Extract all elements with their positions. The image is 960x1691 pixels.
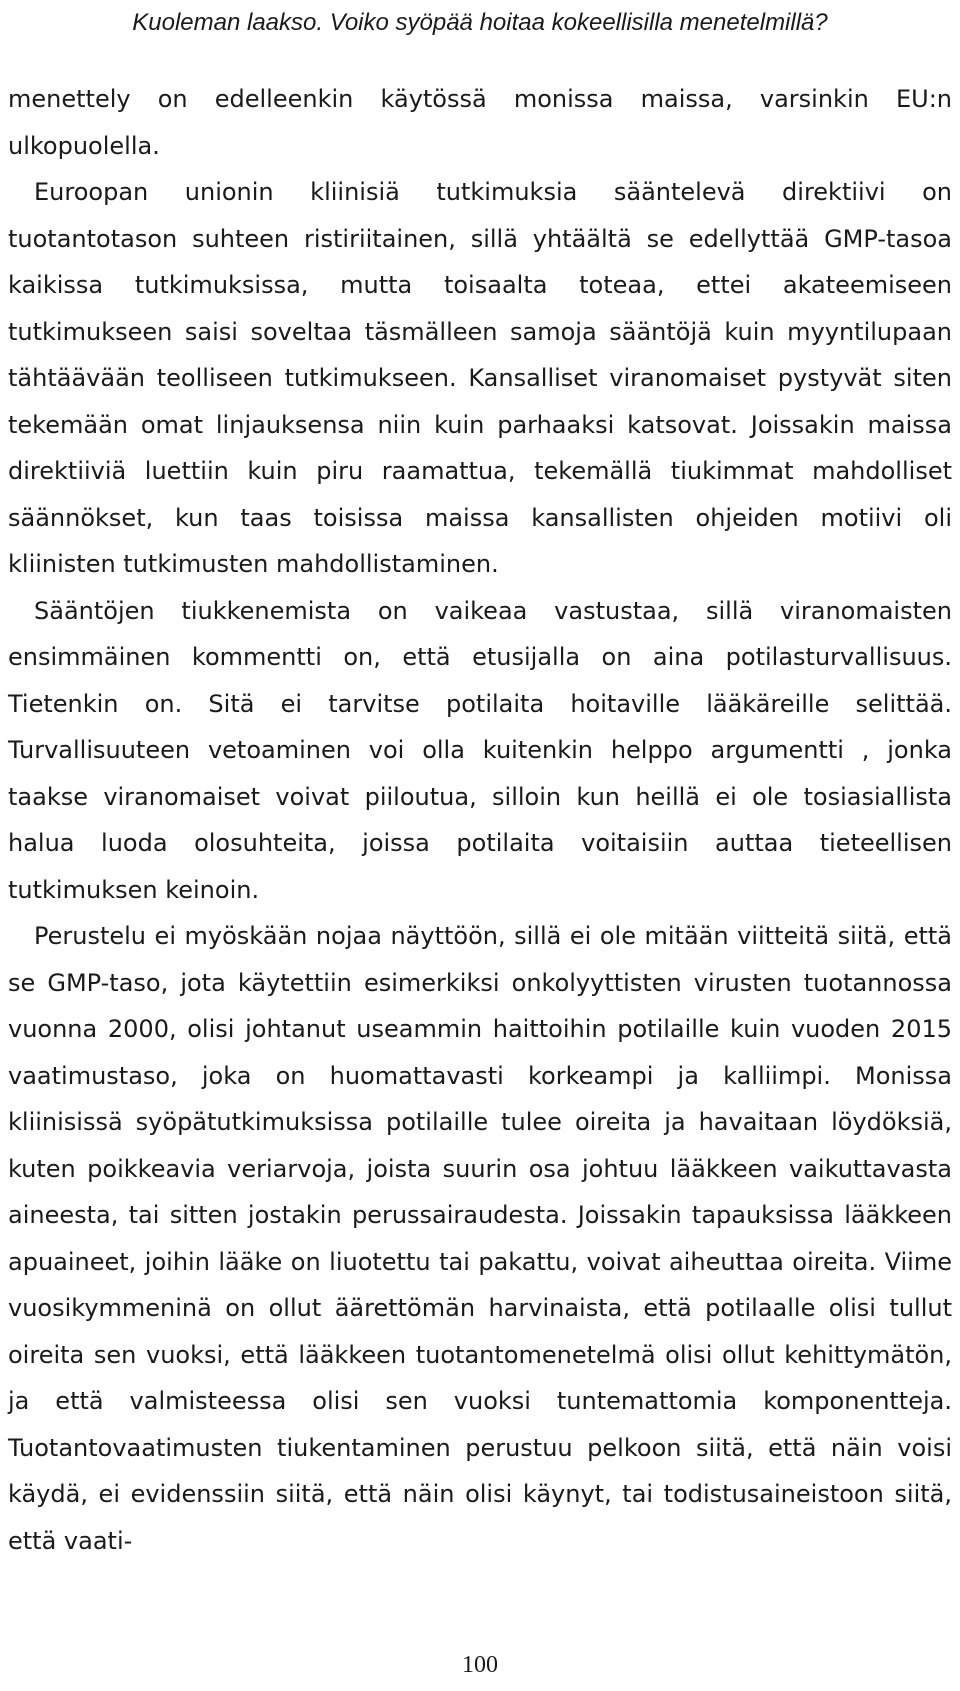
page-number: 100	[462, 1652, 498, 1678]
running-header-title: Kuoleman laakso. Voiko syöpää hoitaa kokeellisilla menetelmillä?	[132, 9, 828, 36]
body-text	[8, 76, 952, 1564]
paragraph-patient-safety: Sääntöjen tiukkenemista on vaikeaa vastustaa, sillä viranomaisten ensimmäinen kommentti on, että etusijalla on aina potilasturvallisuus. Tietenkin on. Sitä ei tarvitse potilaita hoitaville lääkäreille selittää. Turvallisuuteen vetoaminen voi olla kuitenkin helppo argumentti , jonka taakse viranomaiset voivat piiloutua, silloin kun heillä ei ole tosiasiallista halua luoda olosuhteita, joissa potilaita voitaisiin auttaa tieteellisen tutkimuksen keinoin.	[8, 596, 952, 904]
paragraph-eu-directive: Euroopan unionin kliinisiä tutkimuksia sääntelevä direktiivi on tuotantotason suhteen ristiriitainen, sillä yhtäältä se edellyttää GMP-tasoa kaikissa tutkimuksissa, mutta toisaalta toteaa, ettei akateemiseen tutkimukseen saisi soveltaa täsmälleen samoja sääntöjä kuin myyntilupaan tähtäävään teolliseen tutkimukseen. Kansalliset viranomaiset pystyvät siten tekemään omat linjauksensa niin kuin parhaaksi katsovat. Joissakin maissa direktiiviä luettiin kuin piru raamattua, tekemällä tiukimmat mahdolliset säännökset, kun taas toisissa maissa kansallisten ohjeiden motiivi oli kliinisten tutkimusten mahdollistaminen.	[8, 178, 952, 578]
paragraph-continuation: menettely on edelleenkin käytössä monissa maissa, varsinkin EU:n ulkopuolella.	[8, 85, 952, 160]
paragraph-evidence: Perustelu ei myöskään nojaa näyttöön, sillä ei ole mitään viitteitä siitä, että se GMP-taso, jota käytettiin esimerkiksi onkolyyttisten virusten tuotannossa vuonna 2000, olisi johtanut useammin haittoihin potilaille kuin vuoden 2015 vaatimustaso, joka on huomattavasti korkeampi ja kalliimpi. Monissa kliinisissä syöpätutkimuksissa potilaille tulee oireita ja havaitaan löydöksiä, kuten poikkeavia veriarvoja, joista suurin osa johtuu lääkkeen vaikuttavasta aineesta, tai sitten jostakin perussairaudesta. Joissakin tapauksissa lääkkeen apuaineet, joihin lääke on liuotettu tai pakattu, voivat aiheuttaa oireita. Viime vuosikymmeninä on ollut äärettömän harvinaista, että potilaalle olisi tullut oireita sen vuoksi, että lääkkeen tuotantomenetelmä olisi ollut kehittymätön, ja että valmisteessa olisi sen vuoksi tuntemattomia komponentteja. Tuotantovaatimusten tiukentaminen perustuu pelkoon siitä, että näin voisi käydä, ei evidenssiin siitä, että näin olisi käynyt, tai todistusaineistoon siitä, että vaati-	[8, 922, 952, 1555]
